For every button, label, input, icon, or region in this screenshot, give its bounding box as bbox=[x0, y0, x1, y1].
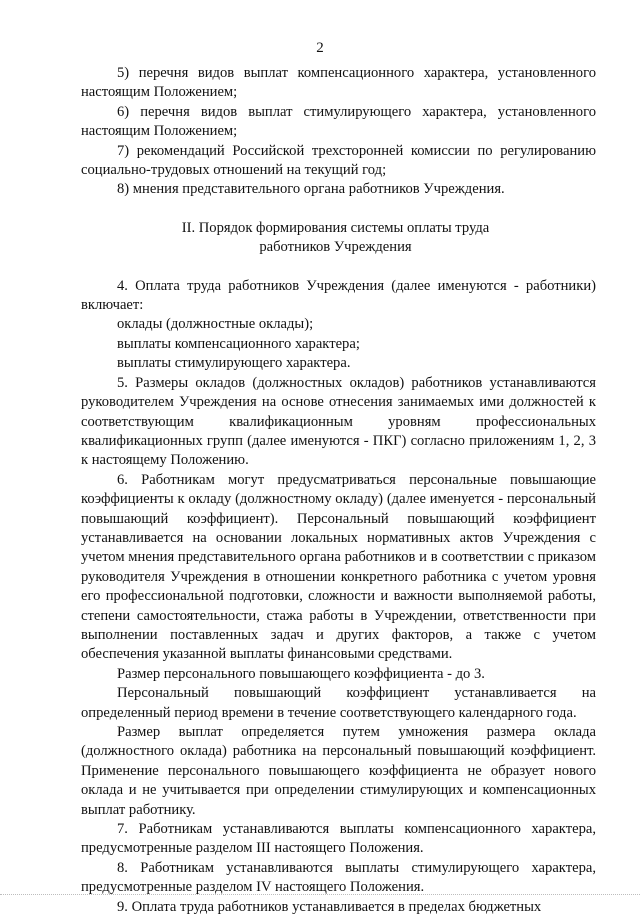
paragraph-item-7: 7) рекомендаций Российской трехсторонней комиссии по регулированию социально-трудовых отношений на текущий год; bbox=[81, 142, 596, 179]
document-body bbox=[81, 64, 596, 917]
list-item-salaries: оклады (должностные оклады); bbox=[117, 316, 314, 333]
bottom-divider bbox=[0, 894, 640, 895]
paragraph-4-intro: 4. Оплата труда работников Учреждения (далее именуются - работники) включает: bbox=[81, 277, 596, 314]
page-number: 2 bbox=[316, 40, 324, 56]
paragraph-7: 7. Работникам устанавливаются выплаты компенсационного характера, предусмотренные разделом III настоящего Положения. bbox=[81, 821, 596, 857]
section-heading-line-1: II. Порядок формирования системы оплаты труда bbox=[181, 219, 490, 236]
paragraph-item-8: 8) мнения представительного органа работников Учреждения. bbox=[117, 181, 505, 198]
section-heading bbox=[81, 219, 596, 258]
paragraph-coefficient-max: Размер персонального повышающего коэффициента - до 3. bbox=[117, 665, 485, 682]
list-item-incentive: выплаты стимулирующего характера. bbox=[117, 355, 351, 372]
section-heading-line-2: работников Учреждения bbox=[259, 239, 412, 256]
paragraph-payment-size: Размер выплат определяется путем умножения размера оклада (должностного оклада) работника на персональный повышающий коэффициент. Применение персонального повышающего коэффициента не образует нового оклада и не учитывается при определении стимулирующих и компенсационных выплат работнику. bbox=[81, 724, 596, 818]
list-item-compensation: выплаты компенсационного характера; bbox=[117, 335, 360, 352]
paragraph-6: 6. Работникам могут предусматриваться персональные повышающие коэффициенты к окладу (должностному окладу) (далее именуется - персональный повышающий коэффициент). Персональный повышающий коэффициент устанавливается на основании локальных нормативных актов Учреждения с учетом мнения представительного органа работников и в соответствии с приказом руководителя Учреждения в отношении конкретного работника с учетом уровня его профессиональной подготовки, сложности и важности выполняемой работы, степени самостоятельности, стажа работы в Учреждении, ответственности при выполнении поставленных задач и других факторов, а также с учетом обеспечения указанной выплаты финансовыми средствами. bbox=[81, 471, 596, 663]
paragraph-coefficient-period: Персональный повышающий коэффициент устанавливается на определенный период времени в течение соответствующего календарного года. bbox=[81, 685, 596, 721]
paragraph-5: 5. Размеры окладов (должностных окладов) работников устанавливаются руководителем Учреждения на основе отнесения занимаемых ими должностей к соответствующим квалификационным уровням профессиональных квалификационных групп (далее именуются - ПКГ) согласно приложениям 1, 2, 3 к настоящему Положению. bbox=[81, 374, 596, 469]
paragraph-item-6: 6) перечня видов выплат стимулирующего характера, установленного настоящим Положением; bbox=[81, 103, 596, 140]
paragraph-item-5: 5) перечня видов выплат компенсационного характера, установленного настоящим Положением; bbox=[81, 65, 596, 101]
paragraph-8: 8. Работникам устанавливаются выплаты стимулирующего характера, предусмотренные разделом IV настоящего Положения. bbox=[81, 859, 596, 896]
paragraph-9: 9. Оплата труда работников устанавливается в пределах бюджетных bbox=[117, 898, 542, 915]
